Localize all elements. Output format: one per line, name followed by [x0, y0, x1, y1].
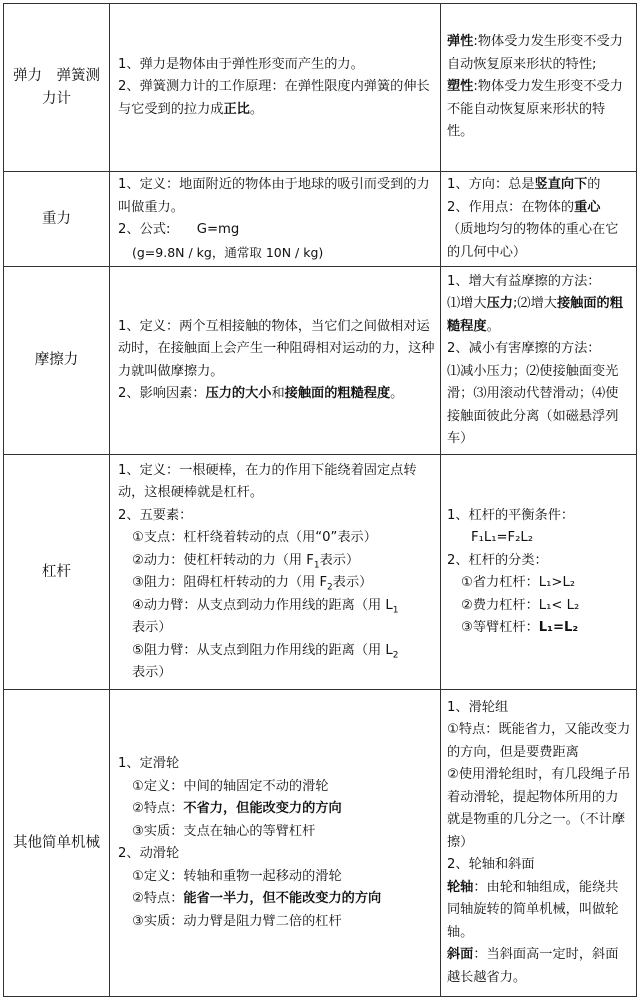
topic-cell	[4, 172, 110, 267]
text-line	[118, 572, 435, 595]
bold-term: 能省一半力，但不能改变力的方向	[183, 891, 382, 906]
topic-cell	[4, 455, 110, 690]
text-line: （质地均匀的物体的重心在它的几何中心）	[447, 222, 619, 260]
content-cell	[110, 455, 441, 690]
bold-term: L₁=L₂	[538, 620, 579, 635]
notes-cell	[441, 267, 637, 455]
bold-term: 竖直向下	[534, 177, 588, 192]
bold-term: 接触面的粗糙程度	[447, 296, 623, 334]
topic-label: 杠杆	[42, 563, 71, 580]
topic-label: 重力	[42, 210, 71, 227]
text-line: ①特点：既能省力，又能改变力的方向，但是要费距离	[447, 722, 631, 760]
text-line: 1、杠杆的平衡条件：	[447, 507, 575, 523]
text-fragment: 表示）	[132, 620, 172, 635]
table-row-lever	[4, 455, 637, 690]
text-line: 2、杠杆的分类：	[447, 552, 548, 568]
text-line: ⑴减小压力；⑵使接触面变光滑；⑶用滚动代替滑动；⑷使接触面彼此分离（如磁悬浮列车）	[447, 363, 619, 446]
text-fragment: ③阻力：阻碍杠杆转动的力（用 F	[132, 575, 328, 590]
topic-cell	[4, 690, 110, 997]
bold-term: 压力	[486, 296, 513, 311]
text-line: 1、定义：地面附近的物体由于地球的吸引而受到的力叫做重力。	[118, 177, 430, 215]
table-row-elasticity	[4, 4, 637, 172]
topic-label: 弹力 弹簧测力计	[13, 68, 100, 107]
text-line	[447, 617, 631, 640]
text-fragment: 。	[486, 318, 500, 334]
text-line: ①定义：转轴和重物一起移动的滑轮	[132, 868, 342, 884]
text-fragment: 。	[390, 386, 404, 401]
text-line	[447, 197, 631, 220]
subscript: 2	[392, 650, 399, 661]
text-line: 1、弹力是物体由于弹性形变而产生的力。	[118, 56, 364, 72]
notes-cell	[441, 4, 637, 172]
bold-term: 接触面的粗糙程度	[284, 386, 391, 401]
text-fragment: ：由轮和轴组成，能绕共同轴旋转的简单机械，叫做轮轴。	[447, 879, 619, 940]
content-cell	[110, 4, 441, 172]
text-line: 2、公式: G=mg	[118, 222, 240, 237]
text-line	[118, 595, 435, 640]
bold-term: 塑性	[447, 79, 474, 95]
notes-cell	[441, 455, 637, 690]
text-line: 2、五要素：	[118, 507, 193, 523]
text-line: 1、滑轮组	[447, 699, 509, 715]
topic-cell	[4, 4, 110, 172]
text-fragment: :物体受力发生形变不受力	[473, 34, 623, 50]
text-line: 不能自动恢复原来形状的特性。	[447, 101, 606, 140]
text-line: 1、增大有益摩擦的方法：	[447, 273, 601, 289]
text-line: 1、定滑轮	[118, 756, 180, 771]
text-line: 2、动滑轮	[118, 846, 180, 861]
text-fragment: :物体受力发生形变不受力	[473, 79, 623, 95]
text-line	[447, 877, 631, 945]
text-fragment: 1、方向：总是	[447, 177, 535, 192]
table-row-friction	[4, 267, 637, 455]
text-fragment: ②动力：使杠杆转动的力（用 F	[132, 552, 314, 568]
text-line	[118, 383, 435, 406]
text-fragment: ⑤阻力臂：从支点到阻力作用线的距离（用 L	[132, 642, 393, 658]
text-line: (g=9.8N / kg，通常取 10N / kg)	[132, 244, 324, 260]
text-line	[447, 76, 631, 99]
physics-summary-table	[3, 3, 637, 997]
text-fragment: ：当斜面高一定时，斜面越长越省力。	[447, 947, 619, 985]
text-fragment: 的	[587, 177, 601, 192]
topic-label: 其他简单机械	[13, 834, 100, 851]
text-fragment: ②特点：	[132, 801, 184, 816]
table-row-gravity	[4, 172, 637, 267]
content-cell	[110, 267, 441, 455]
text-fragment: 表示）	[132, 665, 172, 680]
bold-term: 压力的大小	[205, 386, 272, 401]
text-line: ①支点：杠杆绕着转动的点（用“0”表示）	[132, 530, 377, 545]
subscript: 1	[392, 605, 399, 616]
bold-term: 弹性	[447, 34, 474, 50]
content-cell	[110, 690, 441, 997]
text-line: 1、定义：一根硬棒，在力的作用下能绕着固定点转动，这根硬棒就是杠杆。	[118, 462, 417, 500]
bold-term: 重心	[574, 199, 601, 215]
notes-cell	[441, 172, 637, 267]
text-line: ③实质：支点在轴心的等臂杠杆	[132, 823, 316, 839]
bold-term: 轮轴	[447, 879, 474, 895]
text-fragment: ③等臂杠杆：	[461, 620, 539, 635]
text-line: ③实质：动力臂是阻力臂二倍的杠杆	[132, 913, 342, 929]
subscript: 1	[313, 560, 320, 571]
text-line	[447, 174, 631, 197]
text-line	[447, 31, 631, 54]
bold-term: 正比	[223, 101, 250, 117]
content-cell	[110, 172, 441, 267]
text-line	[118, 888, 435, 911]
subscript: 2	[327, 582, 333, 593]
text-fragment: 和	[271, 386, 285, 401]
text-line	[118, 640, 435, 685]
text-line	[118, 76, 435, 121]
table-row-simple-machines	[4, 690, 637, 997]
text-line	[447, 944, 631, 989]
text-fragment: ;⑵增大	[512, 296, 557, 311]
text-line: 2、减小有害摩擦的方法：	[447, 341, 601, 356]
text-fragment: 2、弹簧测力计的工作原理：在弹性限度内弹簧的伸长与它受到的拉力成	[118, 79, 430, 117]
bold-term: 不省力，但能改变力的方向	[183, 801, 342, 816]
text-line: ②使用滑轮组时，有几段绳子吊着动滑轮，提起物体所用的力就是物重的几分之一。（不计摩擦）	[447, 767, 631, 850]
text-line: 自动恢复原来形状的特性;	[447, 56, 597, 72]
text-fragment: 。	[249, 101, 264, 117]
notes-cell	[441, 690, 637, 997]
text-fragment: ④动力臂：从支点到动力作用线的距离（用 L	[132, 597, 393, 613]
text-line: F₁L₁=F₂L₂	[471, 530, 534, 545]
text-line: ①省力杠杆：L₁>L₂	[461, 575, 576, 590]
text-fragment: 2、影响因素：	[118, 386, 206, 401]
text-fragment: ②特点：	[132, 891, 184, 906]
topic-cell	[4, 267, 110, 455]
text-fragment: ⑴增大	[447, 296, 487, 311]
text-line	[118, 798, 435, 821]
text-fragment: 2、作用点：在物体的	[447, 199, 575, 215]
text-fragment: 表示）	[332, 575, 373, 590]
bold-term: 斜面	[447, 947, 474, 963]
text-line	[447, 293, 631, 338]
text-line: 1、定义：两个互相接触的物体，当它们之间做相对运动时，在接触面上会产生一种阻碍相对运动的力，这种力就叫做摩擦力。	[118, 318, 435, 379]
text-line: 2、轮轴和斜面	[447, 857, 535, 873]
text-fragment: 表示）	[319, 552, 360, 568]
text-line: ①定义：中间的轴固定不动的滑轮	[132, 778, 329, 794]
text-line: ②费力杠杆：L₁< L₂	[461, 597, 580, 613]
topic-label: 摩擦力	[34, 352, 79, 369]
text-line	[118, 550, 435, 573]
